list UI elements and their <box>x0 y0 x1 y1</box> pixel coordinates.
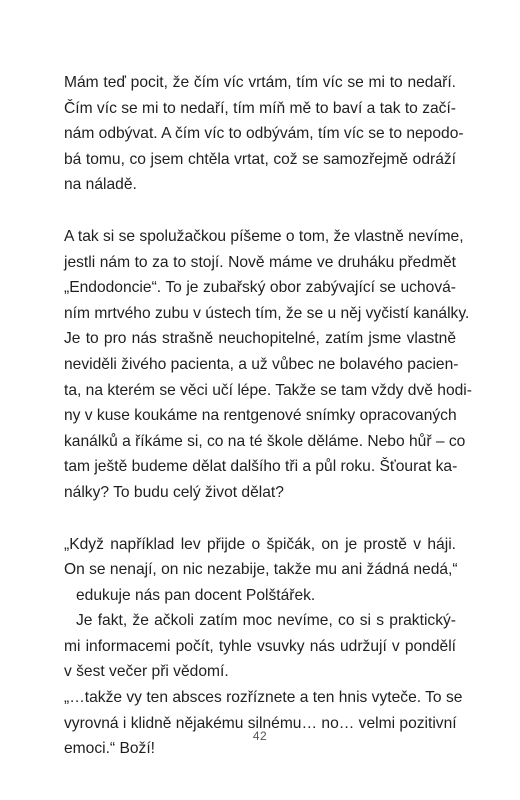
page-number: 42 <box>252 729 268 743</box>
text-line: vyrovná i klidně nějakému silnému… no… velmi pozitivní <box>64 714 457 732</box>
text-line: „Když například lev přijde o špičák, on je prostě v háji. <box>64 535 456 553</box>
text-line: „Endodoncie“. To je zubařský obor zabývající se uchová- <box>64 279 456 297</box>
text-line: nám odbývat. A čím víc to odbývám, tím víc se to nepodo- <box>64 125 464 143</box>
paragraph-gap <box>64 506 456 532</box>
text-line: bá tomu, co jsem chtěla vrtat, což se samozřejmě odráží <box>64 150 456 168</box>
paragraph-3 <box>64 532 456 609</box>
text-line: Je fakt, že ačkoli zatím moc nevíme, co si s praktický- <box>76 612 456 630</box>
page-text-block <box>64 70 472 762</box>
text-line: nálky? To budu celý život dělat? <box>64 483 284 501</box>
text-line: Čím víc se mi to nedaří, tím míň mě to baví a tak to začí- <box>64 99 456 117</box>
text-line: ny v kuse koukáme na rentgenové snímky opracovaných <box>64 407 457 425</box>
text-line: v šest večer při vědomí. <box>64 663 229 681</box>
text-line: „…takže vy ten absces rozříznete a ten hnis vyteče. To se <box>64 689 463 707</box>
paragraph-4 <box>64 608 456 685</box>
text-line: tam ještě budeme dělat dalšího tři a půl roku. Šťourat ka- <box>64 458 458 476</box>
text-line: emoci.“ Boží! <box>64 740 155 758</box>
text-line: Mám teď pocit, že čím víc vrtám, tím víc se mi to nedaří. <box>64 74 456 91</box>
text-line: neviděli živého pacienta, a už vůbec ne bolavého pacien- <box>64 355 459 373</box>
text-line: Je to pro nás strašně neuchopitelné, zatím jsme vlastně <box>64 330 456 348</box>
paragraph-1 <box>64 70 464 198</box>
text-line: A tak si se spolužačkou píšeme o tom, že vlastně nevíme, <box>64 227 464 245</box>
text-line: mi informacemi počít, tyhle vsuvky nás udržují v pondělí <box>64 637 456 655</box>
paragraph-gap <box>64 198 456 224</box>
text-line: ta, na kterém se věci učí lépe. Takže se tam vždy dvě hodi- <box>64 381 472 399</box>
text-line: ním mrtvého zubu v ústech tím, že se u něj vyčistí kanálky. <box>64 304 470 322</box>
text-line: On se nenají, on nic nezabije, takže mu ani žádná nedá,“ <box>64 561 458 579</box>
text-line: kanálků a říkáme si, co na té škole děláme. Nebo hůř – co <box>64 432 466 450</box>
paragraph-5 <box>64 685 463 762</box>
text-line: jestli nám to za to stojí. Nově máme ve druháku předmět <box>64 253 456 271</box>
paragraph-2 <box>64 224 472 506</box>
text-line: na náladě. <box>64 176 137 194</box>
text-line: edukuje nás pan docent Polštářek. <box>76 586 316 604</box>
